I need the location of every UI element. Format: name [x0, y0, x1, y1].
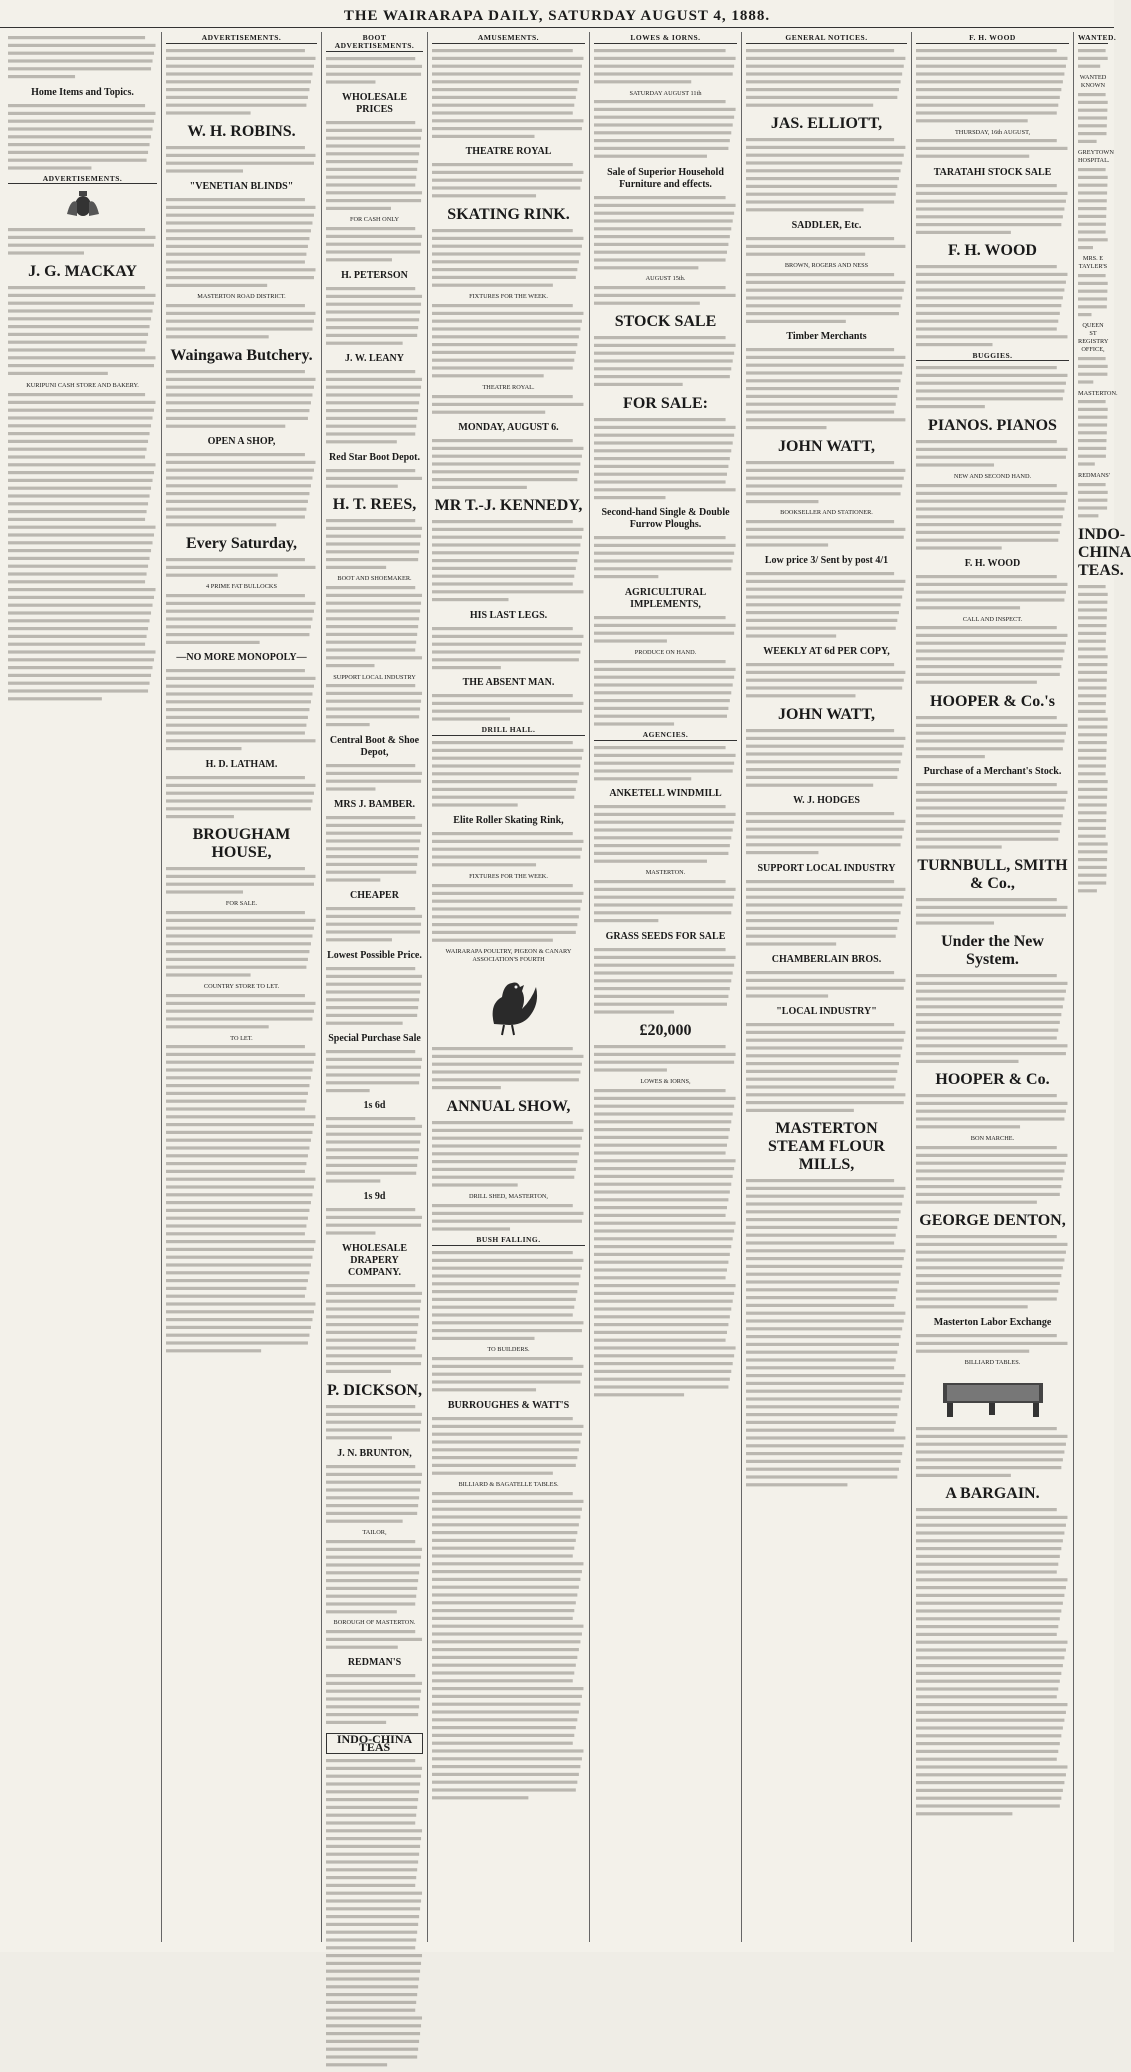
- body-text-block: [594, 878, 737, 928]
- ad-heading: Timber Merchants: [786, 331, 867, 343]
- ad-heading: Purchase of a Merchant's Stock.: [923, 766, 1062, 778]
- body-text-block: [916, 137, 1069, 163]
- ad-heading: WHOLESALE PRICES: [341, 91, 408, 115]
- ad-heading: FOR CASH ONLY: [349, 215, 400, 223]
- body-text-block: [166, 144, 317, 178]
- body-text-block: [326, 55, 423, 89]
- body-text-block: [166, 1043, 317, 1358]
- ad-heading: WHOLESALE DRAPERY COMPANY.: [341, 1243, 408, 1279]
- ad-heading: MONDAY, AUGUST 6.: [458, 421, 559, 433]
- body-text-block: [326, 1757, 423, 2072]
- ad-heading: GRASS SEEDS FOR SALE: [605, 930, 726, 942]
- body-text-block: [432, 625, 585, 675]
- ad-heading: FOR SALE:: [623, 394, 708, 412]
- body-text-block: [746, 518, 907, 552]
- body-text-block: [746, 969, 907, 1003]
- body-text-block: [166, 196, 317, 292]
- ad-heading: AUGUST 15th.: [645, 275, 686, 283]
- ad-heading: STOCK SALE: [614, 313, 717, 331]
- ad-heading: Under the New System.: [941, 933, 1044, 969]
- billiard-table-illustration: [933, 1371, 1053, 1421]
- ad-heading: HOOPER & Co.: [935, 1071, 1050, 1089]
- body-text-block: [594, 1043, 737, 1077]
- body-text-block: [326, 1628, 423, 1654]
- body-text-block: [166, 865, 317, 899]
- body-text-block: [8, 34, 157, 84]
- ad-heading: BROUGHAM HOUSE,: [192, 826, 291, 862]
- body-text-block: [594, 658, 737, 731]
- column-8: [1074, 32, 1131, 1942]
- body-text-block: [432, 161, 585, 203]
- ad-heading: REDMANS': [1078, 472, 1110, 480]
- ad-heading: H. PETERSON: [341, 269, 408, 281]
- ad-heading: MR T.-J. KENNEDY,: [434, 497, 583, 515]
- ad-heading: Masterton Labor Exchange: [933, 1317, 1052, 1329]
- ad-heading: MASTERTON ROAD DISTRICT.: [197, 293, 286, 301]
- ad-heading: COUNTRY STORE TO LET.: [203, 983, 280, 991]
- body-text-block: [326, 1463, 423, 1528]
- body-text-block: [916, 1506, 1069, 1821]
- body-text-block: [1078, 398, 1108, 471]
- ad-heading: CALL AND INSPECT.: [962, 615, 1023, 623]
- body-text-block: [326, 1403, 423, 1445]
- ad-heading: DRILL HALL.: [432, 726, 585, 736]
- body-text-block: [916, 781, 1069, 854]
- body-text-block: [166, 992, 317, 1034]
- ad-heading: Waingawa Butchery.: [170, 346, 313, 364]
- ad-heading: P. DICKSON,: [327, 1381, 422, 1399]
- body-text-block: [326, 119, 423, 215]
- masthead: [0, 6, 1114, 28]
- ad-heading: BUGGIES.: [916, 352, 1069, 362]
- ad-heading: TO BUILDERS.: [487, 1346, 530, 1354]
- ad-heading: Home Items and Topics.: [31, 86, 134, 98]
- ad-heading: WANTED KNOWN: [1079, 73, 1107, 89]
- body-text-block: [166, 909, 317, 982]
- body-text-block: [916, 573, 1069, 615]
- ad-heading: BROWN, ROGERS AND NESS: [784, 261, 869, 269]
- ad-heading: —NO MORE MONOPOLY—: [176, 652, 307, 664]
- ad-heading: GREYTOWN HOSPITAL.: [1078, 148, 1114, 164]
- ad-heading: AGRICULTURAL IMPLEMENTS,: [624, 586, 707, 610]
- body-text-block: [1078, 355, 1108, 389]
- ad-heading: THE ABSENT MAN.: [462, 677, 555, 689]
- body-text-block: [746, 47, 907, 112]
- ad-heading: WEEKLY AT 6d PER COPY,: [763, 646, 890, 658]
- body-text-block: [8, 226, 157, 260]
- body-text-block: [326, 517, 423, 574]
- body-text-block: [594, 803, 737, 868]
- ad-heading: ANKETELL WINDMILL: [609, 788, 722, 800]
- body-text-block: [1078, 583, 1108, 898]
- column-1: [4, 32, 162, 1942]
- body-text-block: [326, 1672, 423, 1729]
- body-text-block: [166, 556, 317, 582]
- ad-heading: Red Star Boot Depot.: [329, 451, 420, 463]
- body-text-block: [326, 682, 423, 732]
- body-text-block: [432, 692, 585, 726]
- ad-heading: H. T. REES,: [332, 495, 417, 513]
- body-text-block: [326, 1048, 423, 1098]
- column-heading: ADVERTISEMENTS.: [166, 34, 317, 44]
- ad-heading: ANNUAL SHOW,: [446, 1098, 571, 1116]
- body-text-block: [326, 1115, 423, 1188]
- body-text-block: [746, 136, 907, 217]
- ad-heading: INDO-CHINA TEAS.: [1078, 525, 1131, 579]
- column-6: [742, 32, 912, 1942]
- body-text-block: [432, 739, 585, 812]
- ad-heading: BUSH FALLING.: [432, 1236, 585, 1246]
- ad-heading: 4 PRIME FAT BULLOCKS: [206, 582, 277, 590]
- ad-heading: BURROUGHES & WATT'S: [447, 1399, 570, 1411]
- ad-heading: NEW AND SECOND HAND.: [953, 472, 1032, 480]
- body-text-block: [594, 534, 737, 584]
- ad-heading: GEORGE DENTON,: [919, 1212, 1066, 1230]
- body-text-block: [594, 416, 737, 505]
- ad-heading: TO LET.: [230, 1034, 253, 1042]
- body-text-block: [326, 1206, 423, 1240]
- ad-heading: TARATAHI STOCK SALE: [933, 166, 1052, 178]
- column-heading: BOOT ADVERTISEMENTS.: [326, 34, 423, 52]
- body-text-block: [916, 1233, 1069, 1314]
- body-text-block: [326, 814, 423, 887]
- ad-heading: Elite Roller Skating Rink,: [453, 815, 564, 827]
- body-text-block: [1078, 481, 1108, 523]
- ad-heading: SUPPORT LOCAL INDUSTRY: [757, 862, 896, 874]
- body-text-block: [326, 1538, 423, 1619]
- ad-heading: FIXTURES FOR THE WEEK.: [469, 872, 548, 880]
- body-text-block: [916, 896, 1069, 930]
- body-text-block: [166, 451, 317, 532]
- column-5: [590, 32, 742, 1942]
- body-text-block: [594, 98, 737, 163]
- ad-heading: PIANOS. PIANOS: [928, 416, 1057, 434]
- body-text-block: [8, 284, 157, 380]
- ad-heading: THEATRE ROYAL.: [482, 383, 535, 391]
- ad-heading: KURIPUNI CASH STORE AND BAKERY.: [26, 381, 139, 389]
- body-text-block: [746, 570, 907, 643]
- body-text-block: [1078, 272, 1108, 322]
- body-text-block: [326, 905, 423, 947]
- body-text-block: [916, 438, 1069, 472]
- body-text-block: [594, 614, 737, 648]
- column-heading: F. H. WOOD: [916, 34, 1069, 44]
- ad-heading: MASTERTON.: [1078, 389, 1118, 397]
- ad-heading: Sale of Superior Household Furniture and effects.: [607, 166, 724, 190]
- ad-heading: 1s 9d: [363, 1191, 386, 1203]
- body-text-block: [916, 1092, 1069, 1134]
- body-text-block: [916, 972, 1069, 1068]
- ad-heading: SUPPORT LOCAL INDUSTRY: [333, 673, 416, 681]
- ad-heading: DRILL SHED, MASTERTON,: [468, 1193, 549, 1201]
- rooster-illustration: [474, 969, 544, 1039]
- ad-heading: TURNBULL, SMITH & Co.,: [917, 857, 1068, 893]
- ad-heading: SADDLER, Etc.: [791, 219, 862, 231]
- ad-heading: "VENETIAN BLINDS": [189, 180, 294, 192]
- ad-heading: THEATRE ROYAL: [465, 146, 552, 158]
- ad-heading: JOHN WATT,: [778, 437, 875, 455]
- ad-heading: THURSDAY, 16th AUGUST,: [954, 128, 1031, 136]
- body-text-block: [166, 47, 317, 120]
- body-text-block: [594, 194, 737, 275]
- body-text-block: [326, 467, 423, 493]
- body-text-block: [746, 1177, 907, 1492]
- ad-heading: ADVERTISEMENTS.: [8, 175, 157, 185]
- ad-heading: Central Boot & Shoe Depot,: [329, 734, 420, 758]
- ad-heading: CHAMBERLAIN BROS.: [771, 953, 882, 965]
- royal-crest-icon: [63, 188, 103, 222]
- body-text-block: [326, 584, 423, 673]
- ad-heading: W. H. ROBINS.: [187, 122, 296, 140]
- body-text-block: [594, 946, 737, 1019]
- body-text-block: [326, 1282, 423, 1378]
- ad-heading: F. H. WOOD: [964, 557, 1021, 569]
- ad-heading: Special Purchase Sale: [328, 1032, 421, 1044]
- ad-heading: LOWES & IORNS,: [640, 1077, 691, 1085]
- body-text-block: [432, 518, 585, 607]
- body-text-block: [432, 1045, 585, 1095]
- ad-heading: WAIRARAPA POULTRY, PIGEON & CANARY ASSOCIATION'S FOURTH: [445, 947, 572, 963]
- column-heading: LOWES & IORNS.: [594, 34, 737, 44]
- body-text-block: [594, 744, 737, 786]
- body-text-block: [594, 334, 737, 391]
- body-text-block: [746, 878, 907, 951]
- body-text-block: [746, 727, 907, 792]
- ad-heading: £20,000: [639, 1021, 692, 1039]
- ad-heading: TAILOR,: [362, 1528, 387, 1536]
- ad-heading: MRS. E TAYLER'S: [1078, 255, 1108, 270]
- body-text-block: [8, 102, 157, 175]
- ad-heading: Every Saturday,: [185, 534, 298, 552]
- body-text-block: [432, 302, 585, 383]
- ad-heading: JOHN WATT,: [778, 705, 875, 723]
- column-heading: WANTED.: [1078, 33, 1117, 42]
- column-4: [428, 32, 590, 1942]
- body-text-block: [594, 47, 737, 89]
- body-text-block: [432, 1355, 585, 1397]
- body-text-block: [1078, 47, 1108, 73]
- body-text-block: [326, 762, 423, 796]
- body-text-block: [916, 624, 1069, 689]
- ad-heading: J. W. LEANY: [345, 352, 404, 364]
- ad-heading: FOR SALE.: [225, 900, 258, 908]
- ad-heading: Lowest Possible Price.: [327, 949, 422, 961]
- body-text-block: [326, 368, 423, 449]
- body-text-block: [916, 364, 1069, 414]
- ad-heading: Second-hand Single & Double Furrow Ploughs.: [601, 507, 730, 531]
- body-text-block: [746, 346, 907, 435]
- column-7: [912, 32, 1074, 1942]
- body-text-block: [8, 391, 157, 706]
- body-text-block: [166, 592, 317, 649]
- ad-heading: AGENCIES.: [594, 731, 737, 741]
- body-text-block: [594, 284, 737, 310]
- ad-heading: MRS J. BAMBER.: [333, 798, 416, 810]
- body-text-block: [916, 714, 1069, 764]
- ad-heading: SKATING RINK.: [447, 205, 570, 223]
- ad-heading: "LOCAL INDUSTRY": [776, 1005, 877, 1017]
- ad-heading: MASTERTON STEAM FLOUR MILLS,: [768, 1120, 885, 1174]
- column-heading: AMUSEMENTS.: [432, 34, 585, 44]
- body-text-block: [916, 47, 1069, 128]
- body-text-block: [916, 263, 1069, 352]
- ad-heading: MASTERTON.: [645, 869, 686, 877]
- body-text-block: [746, 235, 907, 261]
- body-text-block: [1078, 91, 1108, 148]
- body-text-block: [432, 437, 585, 494]
- ad-heading: CHEAPER: [350, 889, 399, 901]
- ad-heading: PRODUCE ON HAND.: [634, 648, 697, 656]
- body-text-block: [916, 182, 1069, 239]
- body-text-block: [432, 830, 585, 872]
- body-text-block: [432, 882, 585, 947]
- body-text-block: [746, 661, 907, 703]
- ad-heading: Low price 3/ Sent by post 4/1: [764, 555, 889, 567]
- body-text-block: [916, 1425, 1069, 1482]
- body-text-block: [432, 393, 585, 419]
- body-text-block: [166, 667, 317, 756]
- ad-heading: BON MARCHE.: [970, 1135, 1015, 1143]
- body-text-block: [166, 368, 317, 433]
- ad-heading: OPEN A SHOP,: [207, 435, 276, 447]
- body-text-block: [432, 47, 585, 143]
- body-text-block: [594, 1087, 737, 1402]
- ad-heading: QUEEN ST REGISTRY OFFICE,: [1078, 322, 1109, 353]
- body-text-block: [326, 965, 423, 1030]
- ad-heading: FIXTURES FOR THE WEEK.: [469, 293, 548, 301]
- body-text-block: [432, 1490, 585, 1805]
- body-text-block: [166, 302, 317, 344]
- ad-heading: J. N. BRUNTON,: [337, 1447, 412, 1459]
- ad-heading: HIS LAST LEGS.: [469, 609, 548, 621]
- body-text-block: [746, 810, 907, 860]
- column-2: [162, 32, 322, 1942]
- ad-heading: BOROUGH OF MASTERTON.: [333, 1619, 416, 1627]
- ad-heading: F. H. WOOD: [948, 241, 1037, 259]
- body-text-block: [746, 459, 907, 509]
- body-text-block: [916, 1144, 1069, 1209]
- body-text-block: [432, 227, 585, 292]
- ad-heading: BOOKSELLER AND STATIONER.: [780, 509, 873, 517]
- ad-heading: A BARGAIN.: [945, 1485, 1040, 1503]
- ad-heading: HOOPER & Co.'s: [930, 692, 1055, 710]
- masthead-title: THE WAIRARAPA DAILY, SATURDAY AUGUST 4, 1888.: [343, 8, 771, 24]
- column-3: [322, 32, 428, 1942]
- body-text-block: [326, 225, 423, 267]
- body-text-block: [326, 285, 423, 350]
- column-heading: GENERAL NOTICES.: [746, 34, 907, 44]
- ad-heading: BOOT AND SHOEMAKER.: [337, 575, 412, 583]
- ad-heading: REDMAN'S: [347, 1657, 402, 1669]
- body-text-block: [746, 271, 907, 328]
- ad-heading: BILLIARD TABLES.: [964, 1359, 1021, 1367]
- ad-heading: SATURDAY AUGUST 11th: [629, 89, 702, 97]
- ad-heading: 1s 6d: [363, 1100, 386, 1112]
- body-text-block: [432, 1415, 585, 1480]
- ad-heading: JAS. ELLIOTT,: [770, 114, 883, 132]
- body-text-block: [1078, 166, 1108, 255]
- body-text-block: [746, 1021, 907, 1117]
- body-text-block: [166, 774, 317, 824]
- ad-heading: H. D. LATHAM.: [205, 758, 278, 770]
- ad-heading: J. G. MACKAY: [28, 263, 137, 281]
- ad-heading: INDO-CHINA TEAS: [326, 1733, 423, 1755]
- body-text-block: [916, 1332, 1069, 1358]
- body-text-block: [432, 1202, 585, 1236]
- body-text-block: [916, 482, 1069, 555]
- ad-heading: W. J. HODGES: [793, 795, 860, 807]
- body-text-block: [432, 1119, 585, 1192]
- ad-heading: BILLIARD & BAGATELLE TABLES.: [458, 1480, 559, 1488]
- body-text-block: [432, 1249, 585, 1345]
